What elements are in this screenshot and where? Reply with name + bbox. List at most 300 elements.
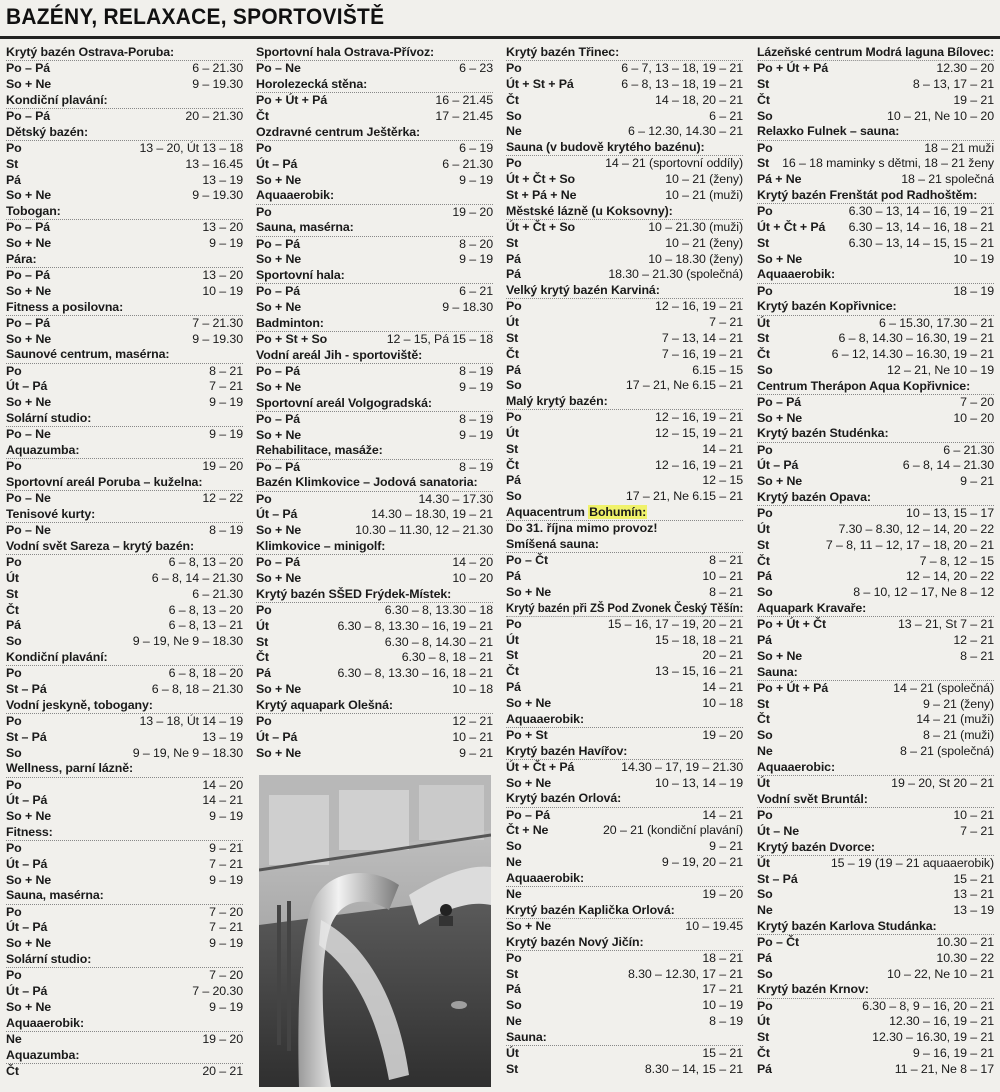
schedule-row — [256, 571, 493, 587]
days-label: Út — [757, 855, 770, 870]
hours-value: 15 – 16, 17 – 19, 20 – 21 — [607, 616, 743, 631]
schedule-row — [506, 1046, 743, 1062]
schedule-row — [256, 682, 493, 698]
days-label: Po — [6, 555, 22, 570]
section-heading: Krytý bazén Kaplička Orlová: — [506, 903, 743, 919]
days-label: St — [757, 235, 770, 250]
hours-value: 12.30 – 16, 19 – 21 — [889, 1014, 994, 1029]
hours-value: 6 – 21 — [459, 284, 493, 299]
schedule-row — [757, 649, 994, 665]
schedule-row — [6, 634, 243, 650]
schedule-row — [506, 347, 743, 363]
days-label: So — [757, 108, 773, 123]
hours-value: 13 – 21, St 7 – 21 — [897, 617, 994, 632]
days-label: So + Ne — [506, 918, 552, 933]
days-label: Po — [6, 904, 22, 919]
schedule-row — [757, 967, 994, 983]
schedule-row — [506, 998, 743, 1014]
hours-value: 9 – 19 — [209, 236, 243, 251]
days-label: So — [757, 887, 773, 902]
days-label: Po – Pá — [256, 364, 301, 379]
hours-value: 13 – 19 — [202, 729, 243, 744]
hours-value: 8.30 – 12.30, 17 – 21 — [627, 966, 743, 981]
schedule-row — [506, 808, 743, 824]
schedule-row — [256, 492, 493, 508]
section-heading: Krytý bazén Nový Jičín: — [506, 935, 743, 951]
section-heading: Tenisové kurty: — [6, 507, 243, 523]
days-label: Út — [256, 618, 269, 633]
schedule-row — [256, 428, 493, 444]
hours-value: 9 – 19 — [209, 936, 243, 951]
days-label: Po — [757, 506, 773, 521]
schedule-row — [6, 427, 243, 443]
hours-value: 6 – 21 — [709, 108, 743, 123]
schedule-row — [757, 872, 994, 888]
schedule-row — [6, 936, 243, 952]
schedule-row — [757, 776, 994, 792]
hours-value: 16 – 18 maminky s dětmi, 18 – 21 ženy — [782, 156, 994, 171]
section-heading: Fitness: — [6, 825, 243, 841]
hours-value: 6 – 8, 13 – 20 — [168, 602, 243, 617]
days-label: Po – Pá — [757, 394, 802, 409]
days-label: So + Ne — [6, 936, 52, 951]
schedule-row — [506, 569, 743, 585]
schedule-row — [757, 458, 994, 474]
schedule-row — [757, 236, 994, 252]
hours-value: 6 – 12, 14.30 – 16.30, 19 – 21 — [831, 347, 994, 362]
schedule-row — [6, 968, 243, 984]
schedule-row — [6, 682, 243, 698]
schedule-row — [6, 984, 243, 1000]
days-label: Út – Pá — [6, 856, 48, 871]
section-heading: Klimkovice – minigolf: — [256, 539, 493, 555]
hours-value: 13 – 20, Út 13 – 18 — [139, 140, 243, 155]
schedule-row — [256, 332, 493, 348]
hours-value: 18 – 21 — [702, 950, 743, 965]
hours-value: 6.30 – 8, 13.30 – 16, 18 – 21 — [337, 666, 493, 681]
hours-value: 6.30 – 8, 9 – 16, 20 – 21 — [862, 998, 994, 1013]
days-label: So — [6, 634, 22, 649]
hours-value: 8 – 20 — [459, 236, 493, 251]
hours-value: 8 – 21 — [960, 648, 994, 663]
schedule-row — [6, 618, 243, 634]
schedule-row — [256, 173, 493, 189]
days-label: Po – Pá — [6, 108, 51, 123]
days-label: Pá — [506, 267, 521, 282]
schedule-row — [757, 1014, 994, 1030]
days-label: Po – Ne — [256, 61, 301, 76]
schedule-row — [757, 77, 994, 93]
section-heading: Relaxko Fulnek – sauna: — [757, 124, 994, 140]
schedule-row — [256, 460, 493, 476]
days-label: Út – Pá — [256, 156, 298, 171]
schedule-row — [256, 61, 493, 77]
hours-value: 12 – 16, 19 – 21 — [655, 410, 743, 425]
hours-value: 10 – 21.30 (muži) — [648, 219, 743, 234]
days-label: St – Pá — [6, 729, 47, 744]
schedule-row — [6, 188, 243, 204]
days-label: Po – Pá — [256, 459, 301, 474]
schedule-row — [757, 141, 994, 157]
schedule-row — [256, 252, 493, 268]
hours-value: 15 – 18, 18 – 21 — [655, 632, 743, 647]
days-label: So + Ne — [256, 570, 302, 585]
schedule-row — [506, 156, 743, 172]
hours-value: 6.30 – 13, 14 – 16, 18 – 21 — [848, 219, 994, 234]
days-label: So + Ne — [757, 251, 803, 266]
days-label: Pá — [506, 569, 521, 584]
schedule-row — [6, 746, 243, 762]
hours-value: 7 – 21 — [709, 315, 743, 330]
days-label: Čt — [757, 712, 770, 727]
hours-value: 10 – 22, Ne 10 – 21 — [887, 966, 994, 981]
hours-value: 8 – 21 (muži) — [922, 728, 994, 743]
days-label: So + Ne — [256, 523, 302, 538]
schedule-row — [506, 267, 743, 283]
days-label: St — [757, 76, 770, 91]
days-label: So + Ne — [256, 300, 302, 315]
hours-value: 18 – 21 muži — [924, 140, 994, 155]
schedule-row — [757, 951, 994, 967]
days-label: Út – Pá — [6, 984, 48, 999]
schedule-row — [6, 523, 243, 539]
days-label: Po — [506, 61, 522, 76]
hours-value: 9 – 19.30 — [192, 331, 243, 346]
section-heading: Aquaaerobik: — [506, 871, 743, 887]
hours-value: 9 – 19 — [459, 252, 493, 267]
days-label: Út – Pá — [256, 729, 298, 744]
hours-value: 19 – 20 — [202, 459, 243, 474]
days-label: Út + Čt + Pá — [757, 219, 826, 234]
schedule-row — [6, 459, 243, 475]
hours-value: 10.30 – 11.30, 12 – 21.30 — [355, 523, 493, 538]
schedule-row — [757, 712, 994, 728]
schedule-row — [506, 489, 743, 505]
hours-value: 9 – 16, 19 – 21 — [912, 1046, 994, 1061]
hours-value: 12 – 21, Ne 10 – 19 — [887, 362, 994, 377]
section-heading: Krytý bazén Třinec: — [506, 45, 743, 61]
hours-value: 14.30 – 17.30 — [418, 491, 493, 506]
days-label: Út – Pá — [6, 920, 48, 935]
schedule-row — [506, 823, 743, 839]
hours-value: 14 – 20 — [452, 555, 493, 570]
schedule-row — [6, 220, 243, 236]
column-3 — [506, 45, 743, 1078]
days-label: Út — [506, 426, 519, 441]
schedule-row — [506, 776, 743, 792]
section-heading: Fitness a posilovna: — [6, 300, 243, 316]
days-label: Út — [6, 570, 19, 585]
hours-value: 10 – 21 (ženy) — [665, 235, 743, 250]
section-heading: Krytý bazén Karlova Studánka: — [757, 919, 994, 935]
schedule-row — [256, 714, 493, 730]
section-heading: Aquaaerobik: — [757, 267, 994, 283]
schedule-row — [6, 857, 243, 873]
days-label: Čt — [6, 1063, 19, 1078]
schedule-row — [506, 220, 743, 236]
hours-value: 10.30 – 21 — [936, 935, 994, 950]
days-label: Po — [256, 140, 272, 155]
page-title: BAZÉNY, RELAXACE, SPORTOVIŠTĚ — [6, 4, 385, 29]
days-label: Po — [757, 283, 773, 298]
schedule-row — [6, 157, 243, 173]
hours-value: 6.30 – 8, 14.30 – 21 — [384, 634, 493, 649]
hours-value: 19 – 21 — [953, 92, 994, 107]
hours-value: 7 – 20 — [209, 904, 243, 919]
days-label: So + Ne — [6, 395, 52, 410]
hours-value: 9 – 19, 20 – 21 — [661, 854, 743, 869]
column-2 — [256, 45, 493, 761]
schedule-row — [506, 331, 743, 347]
schedule-row — [757, 172, 994, 188]
hours-value: 8 – 19 — [459, 364, 493, 379]
hours-value: 8 – 21 (společná) — [899, 743, 994, 758]
schedule-row — [6, 284, 243, 300]
hours-value: 17 – 21, Ne 6.15 – 21 — [625, 489, 743, 504]
hours-value: 13 – 18, Út 14 – 19 — [139, 713, 243, 728]
days-label: Po — [757, 807, 773, 822]
schedule-row — [506, 696, 743, 712]
days-label: So + Ne — [506, 584, 552, 599]
days-label: So + Ne — [506, 775, 552, 790]
days-label: So + Ne — [506, 695, 552, 710]
schedule-row — [506, 680, 743, 696]
hours-value: 10 – 19 — [202, 283, 243, 298]
hours-value: 12 – 16, 19 – 21 — [655, 299, 743, 314]
days-label: Po – Pá — [6, 268, 51, 283]
hours-value: 10 – 18.30 (ženy) — [648, 251, 743, 266]
schedule-row — [506, 378, 743, 394]
days-label: Čt — [757, 92, 770, 107]
days-label: Po — [506, 299, 522, 314]
schedule-row — [506, 124, 743, 140]
days-label: Po — [506, 410, 522, 425]
schedule-row — [506, 188, 743, 204]
days-label: Po — [6, 363, 22, 378]
hours-value: 17 – 21.45 — [435, 108, 493, 123]
schedule-row — [757, 538, 994, 554]
schedule-row — [506, 315, 743, 331]
days-label: Út — [757, 775, 770, 790]
section-heading: Krytý bazén Krnov: — [757, 982, 994, 998]
schedule-row — [256, 205, 493, 221]
schedule-row — [757, 204, 994, 220]
schedule-row — [757, 284, 994, 300]
hours-value: 15 – 21 — [953, 871, 994, 886]
section-heading: Krytý bazén Frenštát pod Radhoštěm: — [757, 188, 994, 204]
schedule-row — [757, 856, 994, 872]
schedule-row — [506, 839, 743, 855]
schedule-row — [6, 666, 243, 682]
section-heading: Aquaaerobik: — [6, 1016, 243, 1032]
days-label: Pá — [6, 618, 21, 633]
hours-value: 14 – 20 — [202, 777, 243, 792]
hours-value: 6 – 8, 18 – 21.30 — [151, 681, 243, 696]
days-label: St — [6, 156, 19, 171]
hours-value: 6 – 12.30, 14.30 – 21 — [627, 124, 743, 139]
hours-value: 6 – 8, 14 – 21.30 — [902, 458, 994, 473]
section-heading: Městské lázně (u Koksovny): — [506, 204, 743, 220]
hours-value: 11 – 21, Ne 8 – 17 — [894, 1061, 994, 1076]
hours-value: 7 – 21 — [960, 823, 994, 838]
schedule-row — [506, 982, 743, 998]
schedule-row — [757, 903, 994, 919]
hours-value: 12 – 16, 19 – 21 — [655, 457, 743, 472]
schedule-row — [6, 841, 243, 857]
hours-value: 19 – 20 — [202, 1031, 243, 1046]
section-heading: Sauna (v budově krytého bazénu): — [506, 140, 743, 156]
schedule-row — [757, 395, 994, 411]
days-label: So + Ne — [256, 427, 302, 442]
hours-value: 19 – 20 — [702, 727, 743, 742]
days-label: So + Ne — [6, 236, 52, 251]
days-label: St – Pá — [6, 681, 47, 696]
hours-value: 10 – 19.45 — [685, 918, 743, 933]
hours-value: 9 – 21 — [209, 841, 243, 856]
days-label: Út — [506, 632, 519, 647]
hours-value: 9 – 21 — [459, 745, 493, 760]
schedule-row — [6, 778, 243, 794]
days-label: Čt — [256, 108, 269, 123]
schedule-row — [256, 109, 493, 125]
schedule-row — [757, 728, 994, 744]
schedule-row — [256, 619, 493, 635]
hours-value: 7 – 21 — [209, 856, 243, 871]
schedule-row — [506, 426, 743, 442]
section-heading: Centrum Therápon Aqua Kopřivnice: — [757, 379, 994, 395]
days-label: Út – Pá — [6, 379, 48, 394]
days-label: Po — [6, 777, 22, 792]
hours-value: 6.30 – 8, 13.30 – 16, 19 – 21 — [337, 618, 493, 633]
section-heading: Sauna: — [506, 1030, 743, 1046]
hours-value: 10 – 20 — [953, 410, 994, 425]
schedule-row — [256, 364, 493, 380]
days-label: St + Pá + Ne — [506, 187, 577, 202]
days-label: Út + Čt + Pá — [506, 759, 575, 774]
hours-value: 12 – 21 — [452, 713, 493, 728]
section-heading: Aquaaerobik: — [506, 712, 743, 728]
days-label: Po — [757, 998, 773, 1013]
days-label: So + Ne — [256, 745, 302, 760]
days-label: Po + St + So — [256, 332, 328, 347]
hours-value: 6.30 – 8, 13.30 – 18 — [384, 602, 493, 617]
hours-value: 10 – 21 (ženy) — [665, 172, 743, 187]
schedule-row — [6, 730, 243, 746]
schedule-row — [256, 412, 493, 428]
hours-value: 9 – 21 — [709, 839, 743, 854]
days-label: Út — [506, 315, 519, 330]
days-label: Út — [757, 1014, 770, 1029]
days-label: Čt — [757, 347, 770, 362]
schedule-row — [757, 156, 994, 172]
section-heading: Solární studio: — [6, 952, 243, 968]
days-label: Út — [757, 315, 770, 330]
section-heading: Kondiční plavání: — [6, 650, 243, 666]
schedule-row — [506, 442, 743, 458]
hours-value: 19 – 20, St 20 – 21 — [891, 775, 994, 790]
schedule-row — [757, 1030, 994, 1046]
closure-note: Do 31. října mimo provoz! — [506, 521, 658, 536]
days-label: St — [506, 330, 519, 345]
schedule-row — [256, 380, 493, 396]
hours-value: 10 – 18 — [702, 695, 743, 710]
section-heading: Solární studio: — [6, 411, 243, 427]
hours-value: 10 – 21 (muži) — [665, 187, 743, 202]
hours-value: 9 – 19, Ne 9 – 18.30 — [132, 745, 243, 760]
days-label: Po – Čt — [757, 935, 799, 950]
schedule-row — [6, 173, 243, 189]
days-label: St — [6, 586, 19, 601]
days-label: Po – Ne — [6, 427, 51, 442]
days-label: Po + Út + Pá — [757, 680, 829, 695]
schedule-row — [757, 569, 994, 585]
hours-value: 12 – 15, Pá 15 – 18 — [386, 332, 493, 347]
days-label: Ne — [757, 903, 773, 918]
section-heading: Krytý bazén Kopřivnice: — [757, 299, 994, 315]
days-label: Pá — [757, 569, 772, 584]
days-label: Út – Pá — [6, 793, 48, 808]
schedule-row — [506, 61, 743, 77]
hours-value: 6 – 21.30 — [192, 586, 243, 601]
hours-value: 10 – 19 — [702, 998, 743, 1013]
hours-value: 18.30 – 21.30 (společná) — [608, 267, 743, 282]
hours-value: 6 – 19 — [459, 140, 493, 155]
days-label: So — [757, 362, 773, 377]
hours-value: 8 – 19 — [209, 523, 243, 538]
hours-value: 14 – 21 — [702, 807, 743, 822]
days-label: Pá — [506, 982, 521, 997]
hours-value: 6.15 – 15 — [692, 362, 743, 377]
days-label: Pá — [506, 473, 521, 488]
days-label: St — [506, 441, 519, 456]
days-label: Pá — [757, 633, 772, 647]
hours-value: 12 – 21 — [953, 633, 994, 647]
days-label: St — [757, 156, 770, 171]
schedule-row — [506, 458, 743, 474]
schedule-row — [6, 268, 243, 284]
hours-value: 10 – 13, 15 – 17 — [906, 506, 994, 521]
section-heading: Sauna, masérna: — [6, 888, 243, 904]
schedule-row — [6, 236, 243, 252]
hours-value: 7 – 13, 14 – 21 — [661, 330, 743, 345]
days-label: Ne — [757, 743, 773, 758]
hours-value: 15 – 19 (19 – 21 aquaaerobik) — [830, 855, 994, 870]
schedule-row — [757, 585, 994, 601]
schedule-row — [506, 236, 743, 252]
days-label: Po – Pá — [256, 411, 301, 426]
days-label: Ne — [506, 1014, 522, 1029]
section-heading: Krytý bazén při ZŠ Pod Zvonek Český Těšín: — [506, 601, 743, 617]
schedule-row — [6, 141, 243, 157]
hours-value: 12.30 – 16.30, 19 – 21 — [872, 1030, 994, 1045]
schedule-row — [256, 650, 493, 666]
hours-value: 8.30 – 14, 15 – 21 — [644, 1061, 743, 1076]
hours-value: 7.30 – 8.30, 12 – 14, 20 – 22 — [838, 522, 994, 537]
days-label: Pá — [757, 1061, 772, 1076]
hours-value: 6 – 15.30, 17.30 – 21 — [878, 315, 994, 330]
days-label: St — [256, 634, 269, 649]
hours-value: 7 – 21 — [209, 379, 243, 394]
days-label: So — [506, 108, 522, 123]
section-heading: Ozdravné centrum Ještěrka: — [256, 125, 493, 141]
schedule-row — [757, 633, 994, 649]
schedule-row — [6, 491, 243, 507]
hours-value: 6.30 – 13, 14 – 16, 19 – 21 — [848, 204, 994, 219]
hours-value: 8 – 19 — [459, 459, 493, 474]
schedule-row — [6, 109, 243, 125]
hours-value: 13 – 15, 16 – 21 — [655, 664, 743, 679]
schedule-row — [757, 474, 994, 490]
